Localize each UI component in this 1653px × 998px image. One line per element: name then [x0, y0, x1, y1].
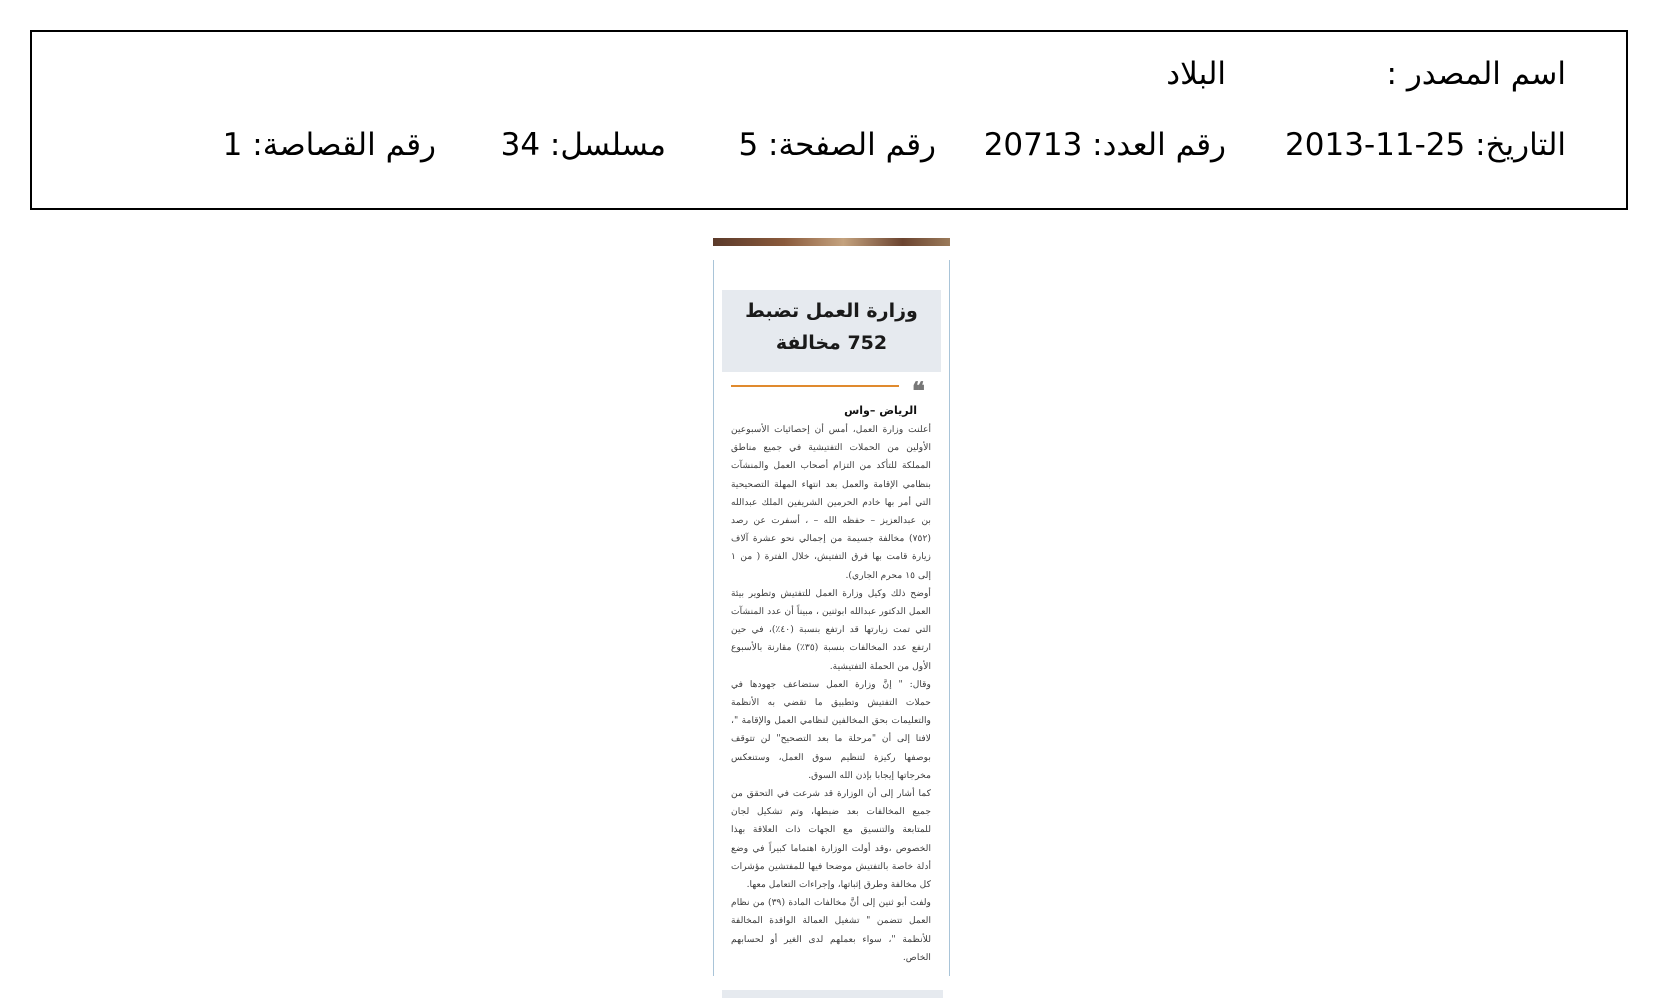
serial-field: مسلسل: 34	[500, 127, 666, 163]
paragraph: كما أشار إلى أن الوزارة قد شرعت في التحقق من جميع المخالفات بعد ضبطها، وتم تشكيل لجان للمتابعة والتنسيق مع الجهات ذات العلاقة بهذا الخصوص ،وقد أولت الوزارة اهتماما كبيراً في وضع أدلة خاصة بالتفتيش موضحا فيها للمفتشين مؤشرات كل مخالفة وطرق إثباتها، وإجراءات التعامل معها.	[731, 788, 931, 891]
newspaper-clipping	[713, 238, 950, 976]
clip-number-field: رقم القصاصة: 1	[222, 127, 436, 163]
issue-number-field: رقم العدد: 20713	[983, 127, 1226, 163]
paragraph: وقال: " إنَّ وزارة العمل ستضاعف جهودها في حملات التفتيش وتطبيق ما تقضي به الأنظمة والتعليمات بحق المخالفين لنظامي العمل والإقامة "، لافتا إلى أن "مرحلة ما بعد التصحيح" لن تتوقف بوصفها ركيزة لتنظيم سوق العمل، وستنعكس مخرجاتها إيجابا بإذن الله السوق.	[731, 678, 931, 781]
source-info-box	[30, 30, 1628, 210]
paragraph: أعلنت وزارة العمل، أمس أن إحصائيات الأسبوعين الأولين من الحملات التفتيشية في جميع مناطق المملكة للتأكد من التزام أصحاب العمل والمنشآت بنظامي الإقامة والعمل بعد انتهاء المهلة التصحيحية التي أمر بها خادم الحرمين الشريفين الملك عبدالله بن عبدالعزيز – حفظه الله – ، أسفرت عن رصد (٧٥٢) مخالفة جسيمة من إجمالي نحو عشرة آلاف زيارة قامت بها فرق التفتيش، خلال الفترة ( من ١ إلى ١٥ محرم الجاري).	[731, 424, 931, 581]
headline-box	[722, 290, 941, 372]
clipping-frame	[713, 260, 950, 976]
photo-strip	[713, 238, 950, 246]
source-value: البلاد	[1166, 56, 1226, 92]
footer-strip	[722, 990, 943, 998]
headline-line-2: 752 مخالفة	[775, 332, 888, 354]
paragraph: ولفت أبو ثنين إلى أنَّ مخالفات المادة (٣٩) من نظام العمل تتضمن " تشغيل العمالة الوافدة المخالفة للأنظمة "، سواء بعملهم لدى الغير أو لحسابهم الخاص.	[731, 897, 931, 963]
quote-icon: ❝	[912, 376, 925, 405]
article-body	[731, 421, 931, 976]
paragraph: أوضح ذلك وكيل وزارة العمل للتفتيش وتطوير بيئة العمل الدكتور عبدالله ابوثنين ، مبيناً أن عدد المنشآت التي تمت زيارتها قد ارتفع بنسبة (٤٠٪)، في حين ارتفع عدد المخالفات بنسبة (٣٥٪) مقارنة بالأسبوع الأول من الحملة التفتيشية.	[731, 587, 931, 672]
dateline: الرياض –واس	[844, 404, 917, 417]
date-field: التاريخ: 25-11-2013	[1285, 127, 1566, 163]
page-number-field: رقم الصفحة: 5	[738, 127, 936, 163]
divider	[731, 385, 899, 387]
source-label: اسم المصدر :	[1386, 56, 1566, 92]
headline-line-1: وزارة العمل تضبط	[745, 300, 918, 322]
